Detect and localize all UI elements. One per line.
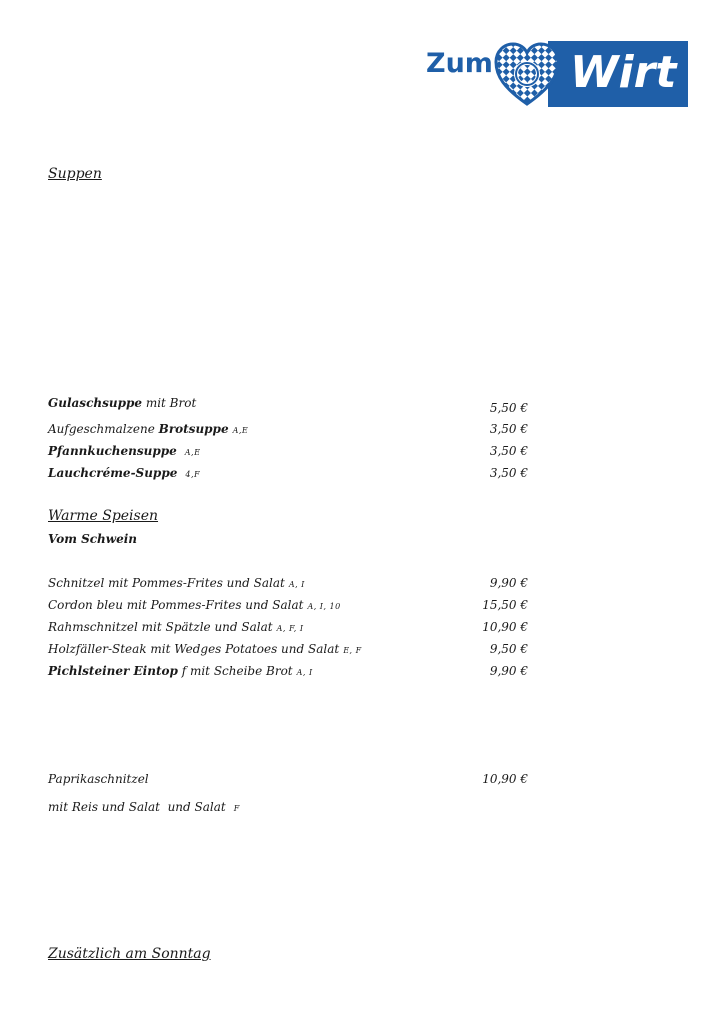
- menu-item-lauchcreme-suppe: [48, 466, 528, 484]
- menu-item-pichlsteiner-eintopf: [48, 664, 528, 682]
- item-name-bold: Pichlsteiner Eintop: [48, 664, 178, 678]
- item-price: 9,50 €: [489, 642, 528, 656]
- item-name-bold: Lauchcréme-Suppe: [48, 466, 178, 480]
- menu-item-paprikaschnitzel-detail: [48, 800, 528, 818]
- menu-item-rahmschnitzel: [48, 620, 528, 638]
- item-name: Holzfäller-Steak mit Wedges Potatoes und Salat: [48, 642, 340, 656]
- item-allergens: 4,F: [185, 470, 201, 479]
- bavarian-heart-icon: [492, 40, 562, 108]
- item-name: Paprikaschnitzel: [48, 772, 149, 786]
- item-allergens: F: [233, 804, 240, 813]
- restaurant-logo: [424, 40, 690, 108]
- item-name-plain: Aufgeschmalzene: [48, 422, 159, 436]
- item-allergens: A,E: [232, 426, 249, 435]
- item-allergens: A,E: [184, 448, 201, 457]
- section-heading-sonntag: Zusätzlich am Sonntag: [48, 946, 211, 962]
- item-allergens: A, I: [288, 580, 305, 589]
- menu-item-schnitzel: [48, 576, 528, 594]
- item-price: 5,50 €: [489, 401, 528, 415]
- item-name-rest: f mit Scheibe Brot: [177, 664, 293, 678]
- item-detail: mit Reis und Salat und Salat: [48, 800, 226, 814]
- item-price: 3,50 €: [489, 466, 528, 480]
- item-allergens: E, F: [343, 646, 362, 655]
- menu-item-pfannkuchensuppe: [48, 444, 528, 462]
- item-name: Schnitzel mit Pommes-Frites und Salat: [48, 576, 285, 590]
- section-heading-warme-speisen: Warme Speisen: [48, 508, 159, 524]
- menu-item-holzfaeller-steak: [48, 642, 528, 660]
- item-allergens: A, I: [296, 668, 313, 677]
- item-price: 9,90 €: [489, 576, 528, 590]
- item-price: 9,90 €: [489, 664, 528, 678]
- item-name-bold: Brotsuppe: [158, 422, 229, 436]
- logo-text-wirt: Wirt: [570, 47, 677, 98]
- menu-item-brotsuppe: [48, 422, 528, 440]
- item-name-bold: Gulaschsuppe: [48, 396, 142, 410]
- item-price: 10,90 €: [482, 620, 528, 634]
- menu-item-paprikaschnitzel: [48, 772, 528, 790]
- item-name-bold: Pfannkuchensuppe: [48, 444, 177, 458]
- item-price: 3,50 €: [489, 422, 528, 436]
- item-allergens: A, F, I: [276, 624, 304, 633]
- subheading-vom-schwein: Vom Schwein: [48, 532, 138, 546]
- item-allergens: A, I, 10: [307, 602, 341, 611]
- item-price: 10,90 €: [482, 772, 528, 786]
- section-heading-suppen: Suppen: [48, 166, 102, 182]
- item-price: 15,50 €: [482, 598, 528, 612]
- item-price: 3,50 €: [489, 444, 528, 458]
- item-name: Rahmschnitzel mit Spätzle und Salat: [48, 620, 273, 634]
- menu-item-gulaschsuppe: [48, 396, 528, 414]
- item-name: Cordon bleu mit Pommes-Frites und Salat: [48, 598, 304, 612]
- menu-item-cordon-bleu: [48, 598, 528, 616]
- item-name-rest: mit Brot: [142, 396, 197, 410]
- logo-text-zum: Zum: [426, 48, 493, 79]
